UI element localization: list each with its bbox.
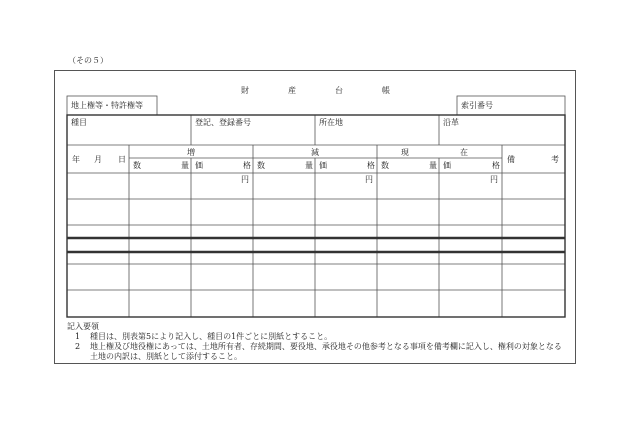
- price-header-char: 価: [319, 161, 327, 170]
- ledger-title-char: 帳: [382, 86, 390, 95]
- decrease-header: 減: [311, 148, 319, 157]
- current-header-char: 在: [460, 148, 468, 157]
- field-type-label: 種目: [71, 118, 87, 127]
- note-text: 種目は、別表第5により記入し、種目の1件ごとに別紙とすること。: [90, 332, 333, 341]
- price-header-char: 格: [492, 161, 500, 170]
- remarks-header-char: 備: [507, 155, 515, 164]
- yen-unit: 円: [365, 175, 373, 184]
- asset-ledger-form: [54, 70, 576, 364]
- note-text: 地上権及び地役権にあっては、土地所有者、存続期間、要役地、承役地その他参考となる事項を備考欄に記入し、権利の対象となる: [90, 342, 562, 351]
- notes-heading: 記入要領: [67, 322, 99, 331]
- price-header-char: 格: [367, 161, 375, 170]
- ledger-title-char: 台: [335, 86, 343, 95]
- current-header-char: 現: [401, 148, 409, 157]
- remarks-header-char: 考: [551, 155, 559, 164]
- field-location-label: 所在地: [319, 118, 343, 127]
- price-header-char: 価: [195, 161, 203, 170]
- increase-header: 増: [187, 148, 195, 157]
- quantity-header-char: 数: [381, 161, 389, 170]
- ledger-title-char: 財: [241, 86, 249, 95]
- quantity-header-char: 数: [257, 161, 265, 170]
- ledger-title-char: 産: [288, 86, 296, 95]
- form-grid-lines: [55, 71, 577, 365]
- yen-unit: 円: [241, 175, 249, 184]
- page-label: （その５）: [68, 56, 108, 65]
- date-header-year: 年: [72, 155, 80, 164]
- quantity-header-char: 量: [181, 161, 189, 170]
- note-number: 2: [75, 342, 81, 351]
- note-text-continued: 土地の内訳は、別紙として添付すること。: [90, 352, 242, 361]
- date-header-day: 日: [118, 155, 126, 164]
- quantity-header-char: 数: [133, 161, 141, 170]
- note-number: 1: [75, 332, 81, 341]
- date-header-month: 月: [94, 155, 102, 164]
- price-header-char: 格: [243, 161, 251, 170]
- quantity-header-char: 量: [305, 161, 313, 170]
- field-history-label: 沿革: [443, 118, 459, 127]
- quantity-header-char: 量: [429, 161, 437, 170]
- yen-unit: 円: [490, 175, 498, 184]
- price-header-char: 価: [443, 161, 451, 170]
- field-registration-label: 登記、登録番号: [195, 118, 251, 127]
- index-number-label: 索引番号: [461, 101, 493, 110]
- category-label: 地上権等・特許権等: [71, 101, 143, 110]
